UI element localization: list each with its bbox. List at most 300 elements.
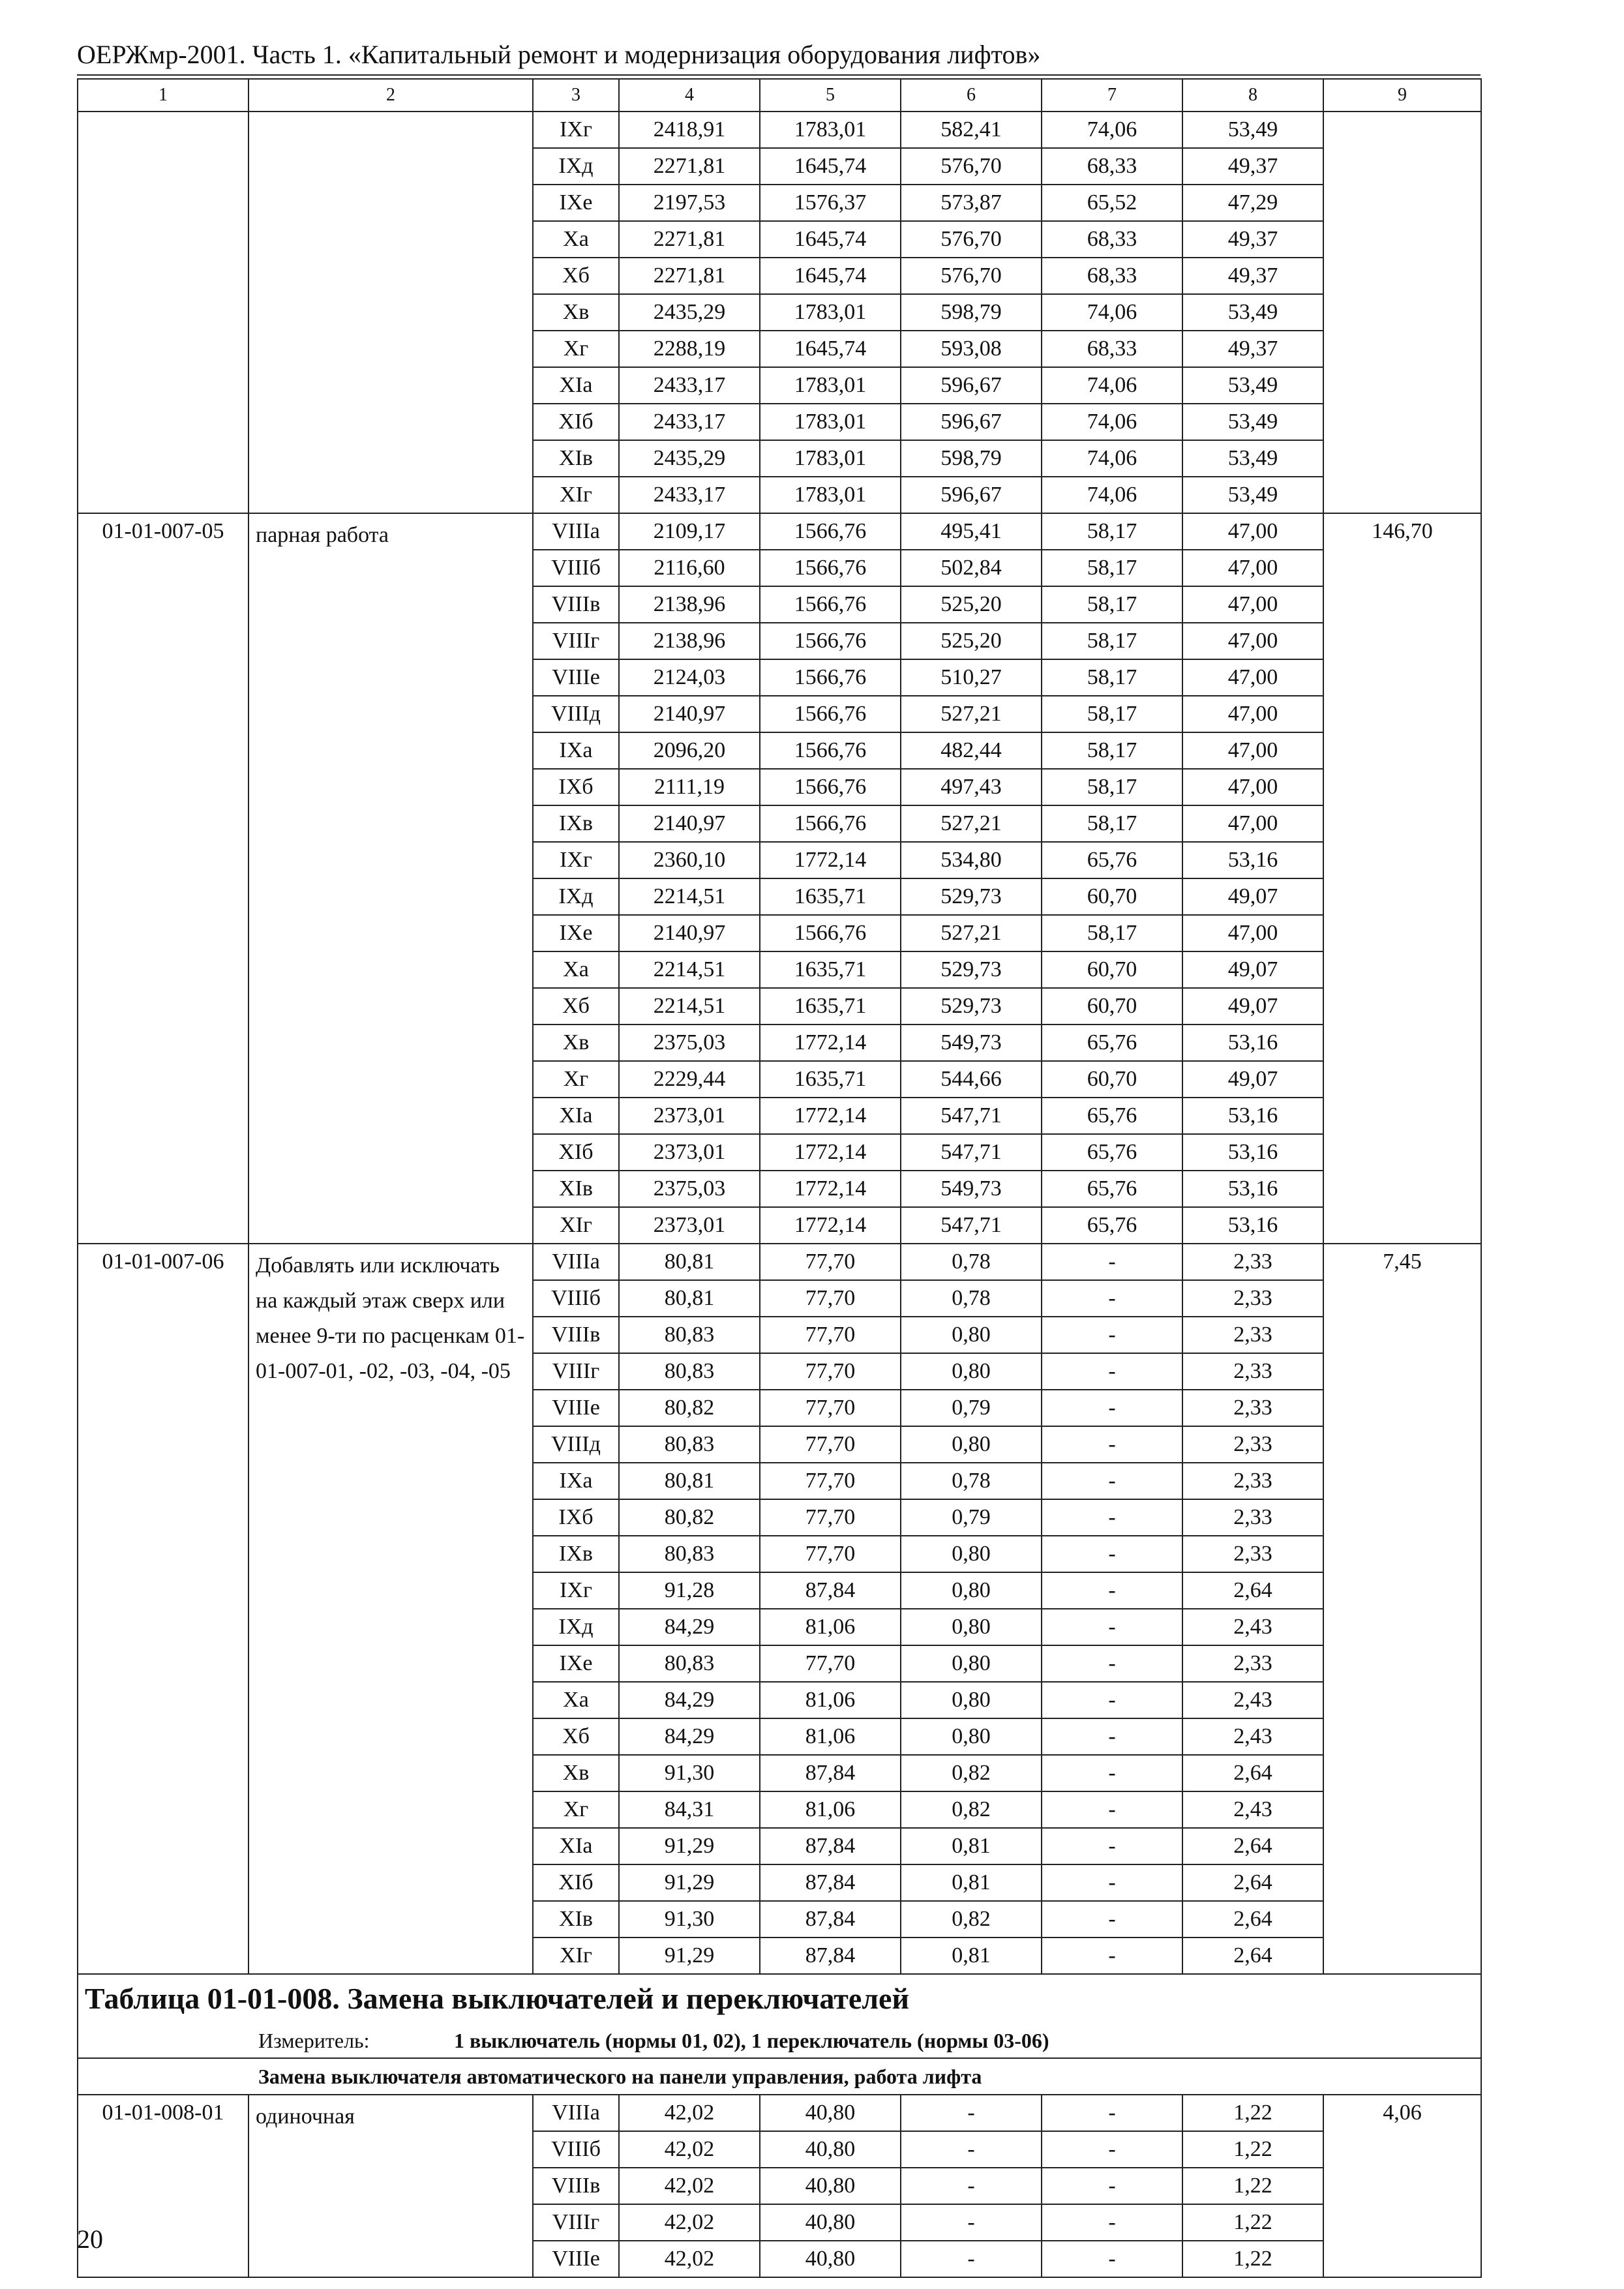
value-cell: 53,49	[1182, 440, 1323, 477]
value-cell: 53,49	[1182, 112, 1323, 148]
value-cell: 58,17	[1042, 769, 1182, 805]
value-cell: 495,41	[901, 513, 1042, 550]
zone-cell: Xб	[533, 988, 619, 1025]
section-title: Замена выключателя автоматического на панели управления, работа лифта	[78, 2058, 1481, 2095]
rates-table	[77, 78, 1482, 2278]
zone-cell: IXд	[533, 1609, 619, 1645]
value-cell: 0,80	[901, 1682, 1042, 1718]
value-cell: 2,64	[1182, 1901, 1323, 1937]
value-cell: -	[1042, 1755, 1182, 1791]
measure-cell	[78, 2023, 1481, 2058]
value-cell: 2,64	[1182, 1755, 1323, 1791]
value-cell: 525,20	[901, 586, 1042, 623]
value-cell: 2,43	[1182, 1791, 1323, 1828]
column-number: 1	[78, 79, 248, 112]
value-cell: 1783,01	[760, 294, 901, 331]
zone-cell: VIIIе	[533, 2241, 619, 2277]
value-cell: 2,33	[1182, 1426, 1323, 1463]
column-number: 6	[901, 79, 1042, 112]
measure-label: Измеритель:	[258, 2028, 370, 2052]
value-cell: 58,17	[1042, 623, 1182, 659]
value-cell: 0,80	[901, 1426, 1042, 1463]
zone-cell: Xв	[533, 1755, 619, 1791]
value-cell: 1566,76	[760, 696, 901, 732]
zone-cell: VIIIе	[533, 1390, 619, 1426]
value-cell: 53,16	[1182, 842, 1323, 878]
value-cell: -	[901, 2131, 1042, 2168]
value-cell: -	[1042, 1536, 1182, 1572]
value-cell: 1566,76	[760, 623, 901, 659]
value-cell: 65,76	[1042, 1207, 1182, 1244]
value-cell: -	[1042, 1317, 1182, 1353]
value-cell: 80,83	[619, 1353, 760, 1390]
zone-cell: IXв	[533, 1536, 619, 1572]
value-cell: 2214,51	[619, 951, 760, 988]
work-name: одиночная	[248, 2095, 533, 2277]
value-cell: 2197,53	[619, 185, 760, 221]
value-cell: 77,70	[760, 1353, 901, 1390]
value-cell: 65,52	[1042, 185, 1182, 221]
value-cell: 47,00	[1182, 586, 1323, 623]
value-cell: 1566,76	[760, 659, 901, 696]
value-cell: 0,78	[901, 1280, 1042, 1317]
value-cell: 80,81	[619, 1280, 760, 1317]
zone-cell: IXг	[533, 842, 619, 878]
value-cell: 80,83	[619, 1645, 760, 1682]
value-cell: 53,16	[1182, 1025, 1323, 1061]
value-cell: 91,28	[619, 1572, 760, 1609]
value-cell: 529,73	[901, 951, 1042, 988]
zone-cell: VIIIе	[533, 659, 619, 696]
rate-code	[78, 112, 248, 513]
value-cell: 49,07	[1182, 878, 1323, 915]
value-cell: 53,49	[1182, 477, 1323, 513]
value-cell: 77,70	[760, 1645, 901, 1682]
value-cell: 2360,10	[619, 842, 760, 878]
value-cell: 49,07	[1182, 988, 1323, 1025]
value-cell: 60,70	[1042, 878, 1182, 915]
value-cell: 1772,14	[760, 1098, 901, 1134]
column-number: 5	[760, 79, 901, 112]
zone-cell: Xв	[533, 1025, 619, 1061]
value-cell: 1576,37	[760, 185, 901, 221]
header-rule	[77, 74, 1481, 76]
value-cell: 80,83	[619, 1536, 760, 1572]
value-cell: 544,66	[901, 1061, 1042, 1098]
column-number: 8	[1182, 79, 1323, 112]
zone-cell: VIIIа	[533, 2095, 619, 2131]
value-cell: 0,78	[901, 1244, 1042, 1280]
value-cell: -	[1042, 2131, 1182, 2168]
value-cell: -	[901, 2095, 1042, 2131]
value-cell: 1566,76	[760, 915, 901, 951]
value-cell: 81,06	[760, 1609, 901, 1645]
value-cell: -	[901, 2204, 1042, 2241]
value-cell: 2111,19	[619, 769, 760, 805]
value-cell: 2,33	[1182, 1499, 1323, 1536]
value-cell: 77,70	[760, 1463, 901, 1499]
value-cell: 2138,96	[619, 623, 760, 659]
value-cell: 2109,17	[619, 513, 760, 550]
value-cell: 58,17	[1042, 659, 1182, 696]
value-cell: 87,84	[760, 1828, 901, 1864]
value-cell: 65,76	[1042, 1098, 1182, 1134]
value-cell: 2,33	[1182, 1353, 1323, 1390]
value-cell: 2,33	[1182, 1390, 1323, 1426]
work-name: парная работа	[248, 513, 533, 1244]
value-cell: 47,00	[1182, 550, 1323, 586]
value-cell: 2,33	[1182, 1645, 1323, 1682]
value-cell: -	[901, 2168, 1042, 2204]
value-cell: 482,44	[901, 732, 1042, 769]
value-cell: -	[1042, 1426, 1182, 1463]
work-name: Добавлять или исключать на каждый этаж сверх или менее 9-ти по расценкам 01-01-007-01, -02, -03, -04, -05	[248, 1244, 533, 1974]
zone-cell: Xв	[533, 294, 619, 331]
value-cell: 2,43	[1182, 1718, 1323, 1755]
value-cell: 527,21	[901, 805, 1042, 842]
section-row	[78, 2058, 1481, 2095]
value-cell: 0,80	[901, 1317, 1042, 1353]
value-cell: 502,84	[901, 550, 1042, 586]
value-cell: 534,80	[901, 842, 1042, 878]
value-cell: 42,02	[619, 2131, 760, 2168]
value-cell: 65,76	[1042, 842, 1182, 878]
column-number: 2	[248, 79, 533, 112]
value-cell: 2229,44	[619, 1061, 760, 1098]
value-cell: 53,49	[1182, 404, 1323, 440]
value-cell: 77,70	[760, 1499, 901, 1536]
value-cell: 1635,71	[760, 878, 901, 915]
value-cell: 2373,01	[619, 1098, 760, 1134]
value-cell: 1783,01	[760, 440, 901, 477]
value-cell: 84,29	[619, 1682, 760, 1718]
value-cell: 2271,81	[619, 258, 760, 294]
value-cell: 0,80	[901, 1572, 1042, 1609]
zone-cell: Xа	[533, 1682, 619, 1718]
value-cell: 58,17	[1042, 915, 1182, 951]
value-cell: 1635,71	[760, 1061, 901, 1098]
value-cell: 74,06	[1042, 294, 1182, 331]
value-cell: -	[1042, 2168, 1182, 2204]
value-cell: 40,80	[760, 2241, 901, 2277]
value-cell: 0,81	[901, 1937, 1042, 1974]
zone-cell: IXе	[533, 1645, 619, 1682]
zone-cell: VIIIв	[533, 586, 619, 623]
value-cell: 80,82	[619, 1390, 760, 1426]
zone-cell: IXб	[533, 1499, 619, 1536]
value-cell: 510,27	[901, 659, 1042, 696]
zone-cell: VIIIд	[533, 1426, 619, 1463]
table-row	[78, 112, 1481, 148]
value-cell: 1635,71	[760, 988, 901, 1025]
value-cell: 49,37	[1182, 258, 1323, 294]
value-cell: -	[1042, 1499, 1182, 1536]
value-cell: 81,06	[760, 1791, 901, 1828]
value-cell: 2124,03	[619, 659, 760, 696]
value-cell: 47,00	[1182, 659, 1323, 696]
value-cell: 2375,03	[619, 1171, 760, 1207]
value-cell: 58,17	[1042, 805, 1182, 842]
value-cell: 1,22	[1182, 2204, 1323, 2241]
value-cell: 2271,81	[619, 148, 760, 185]
zone-cell: IXа	[533, 1463, 619, 1499]
column-number: 9	[1323, 79, 1481, 112]
zone-cell: XIг	[533, 1207, 619, 1244]
value-cell: 68,33	[1042, 258, 1182, 294]
zone-cell: XIа	[533, 367, 619, 404]
value-cell: 74,06	[1042, 440, 1182, 477]
table-row	[78, 513, 1481, 550]
value-cell: 2373,01	[619, 1207, 760, 1244]
value-cell: 1,22	[1182, 2095, 1323, 2131]
value-cell: -	[1042, 1609, 1182, 1645]
value-cell: 529,73	[901, 878, 1042, 915]
zone-cell: XIв	[533, 1901, 619, 1937]
value-cell: 91,29	[619, 1828, 760, 1864]
value-cell: 1566,76	[760, 732, 901, 769]
value-cell: 47,00	[1182, 732, 1323, 769]
value-cell: 91,30	[619, 1901, 760, 1937]
value-cell: 47,00	[1182, 623, 1323, 659]
value-cell: 596,67	[901, 404, 1042, 440]
price-table	[77, 78, 1481, 2278]
value-cell: 596,67	[901, 477, 1042, 513]
zone-cell: IXд	[533, 148, 619, 185]
value-cell: 527,21	[901, 696, 1042, 732]
value-cell: 60,70	[1042, 951, 1182, 988]
zone-cell: VIIIв	[533, 1317, 619, 1353]
value-cell: 1,22	[1182, 2241, 1323, 2277]
value-cell: 49,07	[1182, 951, 1323, 988]
value-cell: 0,81	[901, 1828, 1042, 1864]
value-cell: 2,33	[1182, 1536, 1323, 1572]
value-cell: 87,84	[760, 1937, 901, 1974]
value-cell: 2373,01	[619, 1134, 760, 1171]
value-cell: 2214,51	[619, 988, 760, 1025]
value-cell: 2214,51	[619, 878, 760, 915]
value-cell: 74,06	[1042, 112, 1182, 148]
value-cell: 49,37	[1182, 148, 1323, 185]
zone-cell: VIIIг	[533, 1353, 619, 1390]
zone-cell: VIIIб	[533, 1280, 619, 1317]
value-cell: 58,17	[1042, 696, 1182, 732]
value-cell: 87,84	[760, 1864, 901, 1901]
value-cell: 47,00	[1182, 696, 1323, 732]
value-cell: 53,49	[1182, 367, 1323, 404]
value-cell: 77,70	[760, 1536, 901, 1572]
value-cell: 2,64	[1182, 1572, 1323, 1609]
table-row	[78, 1244, 1481, 1280]
rate-code: 01-01-007-05	[78, 513, 248, 1244]
value-cell: 549,73	[901, 1025, 1042, 1061]
value-cell: 0,79	[901, 1390, 1042, 1426]
value-cell: 2,64	[1182, 1864, 1323, 1901]
zone-cell: XIв	[533, 440, 619, 477]
value-cell: 598,79	[901, 294, 1042, 331]
value-cell: 0,80	[901, 1718, 1042, 1755]
value-cell: -	[1042, 1463, 1182, 1499]
value-cell: 1,22	[1182, 2131, 1323, 2168]
value-cell: 2140,97	[619, 805, 760, 842]
labor-norm: 7,45	[1323, 1244, 1481, 1974]
value-cell: 40,80	[760, 2204, 901, 2241]
value-cell: 65,76	[1042, 1171, 1182, 1207]
value-cell: 87,84	[760, 1572, 901, 1609]
value-cell: 80,81	[619, 1244, 760, 1280]
value-cell: -	[1042, 1390, 1182, 1426]
value-cell: 1783,01	[760, 477, 901, 513]
zone-cell: Xг	[533, 1061, 619, 1098]
zone-cell: VIIIа	[533, 513, 619, 550]
value-cell: 598,79	[901, 440, 1042, 477]
value-cell: 0,82	[901, 1901, 1042, 1937]
value-cell: 1772,14	[760, 1025, 901, 1061]
value-cell: 47,00	[1182, 915, 1323, 951]
value-cell: 0,79	[901, 1499, 1042, 1536]
value-cell: -	[1042, 1828, 1182, 1864]
measure-row	[78, 2023, 1481, 2058]
rate-code: 01-01-007-06	[78, 1244, 248, 1974]
value-cell: 47,29	[1182, 185, 1323, 221]
value-cell: 2433,17	[619, 477, 760, 513]
zone-cell: VIIIг	[533, 2204, 619, 2241]
value-cell: 497,43	[901, 769, 1042, 805]
value-cell: 53,16	[1182, 1134, 1323, 1171]
value-cell: -	[1042, 1682, 1182, 1718]
value-cell: 582,41	[901, 112, 1042, 148]
zone-cell: IXг	[533, 112, 619, 148]
work-name	[248, 112, 533, 513]
zone-cell: IXв	[533, 805, 619, 842]
value-cell: -	[1042, 1718, 1182, 1755]
value-cell: 1783,01	[760, 112, 901, 148]
value-cell: 2,33	[1182, 1317, 1323, 1353]
value-cell: 74,06	[1042, 477, 1182, 513]
value-cell: 80,83	[619, 1317, 760, 1353]
value-cell: 1783,01	[760, 404, 901, 440]
value-cell: 1566,76	[760, 805, 901, 842]
value-cell: 1645,74	[760, 258, 901, 294]
value-cell: 60,70	[1042, 1061, 1182, 1098]
value-cell: 84,31	[619, 1791, 760, 1828]
value-cell: -	[1042, 1645, 1182, 1682]
value-cell: 47,00	[1182, 513, 1323, 550]
value-cell: -	[1042, 1353, 1182, 1390]
value-cell: -	[901, 2241, 1042, 2277]
zone-cell: IXб	[533, 769, 619, 805]
value-cell: 2271,81	[619, 221, 760, 258]
value-cell: 2375,03	[619, 1025, 760, 1061]
table-row	[78, 2095, 1481, 2131]
value-cell: 81,06	[760, 1682, 901, 1718]
value-cell: -	[1042, 2095, 1182, 2131]
value-cell: 547,71	[901, 1207, 1042, 1244]
value-cell: 42,02	[619, 2204, 760, 2241]
value-cell: 91,30	[619, 1755, 760, 1791]
value-cell: 2433,17	[619, 404, 760, 440]
value-cell: 1772,14	[760, 842, 901, 878]
value-cell: -	[1042, 2204, 1182, 2241]
value-cell: 0,80	[901, 1353, 1042, 1390]
value-cell: 1772,14	[760, 1171, 901, 1207]
value-cell: 40,80	[760, 2131, 901, 2168]
zone-cell: VIIIб	[533, 2131, 619, 2168]
value-cell: 2435,29	[619, 440, 760, 477]
value-cell: 2140,97	[619, 915, 760, 951]
column-number: 3	[533, 79, 619, 112]
zone-cell: XIб	[533, 404, 619, 440]
value-cell: 53,16	[1182, 1098, 1323, 1134]
zone-cell: Xг	[533, 1791, 619, 1828]
value-cell: 40,80	[760, 2095, 901, 2131]
value-cell: -	[1042, 2241, 1182, 2277]
column-number: 7	[1042, 79, 1182, 112]
value-cell: 1,22	[1182, 2168, 1323, 2204]
zone-cell: Xа	[533, 221, 619, 258]
value-cell: 80,82	[619, 1499, 760, 1536]
value-cell: 65,76	[1042, 1134, 1182, 1171]
value-cell: 1566,76	[760, 550, 901, 586]
value-cell: 2140,97	[619, 696, 760, 732]
value-cell: 2418,91	[619, 112, 760, 148]
zone-cell: VIIIг	[533, 623, 619, 659]
value-cell: 58,17	[1042, 513, 1182, 550]
zone-cell: XIг	[533, 477, 619, 513]
value-cell: 2096,20	[619, 732, 760, 769]
value-cell: 0,82	[901, 1791, 1042, 1828]
value-cell: 58,17	[1042, 550, 1182, 586]
value-cell: 0,80	[901, 1609, 1042, 1645]
value-cell: -	[1042, 1280, 1182, 1317]
value-cell: 87,84	[760, 1901, 901, 1937]
value-cell: -	[1042, 1864, 1182, 1901]
value-cell: 77,70	[760, 1244, 901, 1280]
value-cell: 49,07	[1182, 1061, 1323, 1098]
table-title-row	[78, 1974, 1481, 2023]
value-cell: -	[1042, 1791, 1182, 1828]
zone-cell: VIIIб	[533, 550, 619, 586]
value-cell: 47,00	[1182, 805, 1323, 842]
value-cell: 2,33	[1182, 1280, 1323, 1317]
zone-cell: IXд	[533, 878, 619, 915]
value-cell: 2,33	[1182, 1463, 1323, 1499]
value-cell: 1635,71	[760, 951, 901, 988]
value-cell: 49,37	[1182, 221, 1323, 258]
value-cell: 0,82	[901, 1755, 1042, 1791]
value-cell: 529,73	[901, 988, 1042, 1025]
value-cell: 596,67	[901, 367, 1042, 404]
value-cell: 525,20	[901, 623, 1042, 659]
value-cell: 2138,96	[619, 586, 760, 623]
value-cell: 84,29	[619, 1609, 760, 1645]
zone-cell: XIг	[533, 1937, 619, 1974]
value-cell: 68,33	[1042, 331, 1182, 367]
column-number-row	[78, 79, 1481, 112]
value-cell: 77,70	[760, 1280, 901, 1317]
value-cell: 1566,76	[760, 513, 901, 550]
value-cell: 80,81	[619, 1463, 760, 1499]
zone-cell: IXа	[533, 732, 619, 769]
value-cell: 1645,74	[760, 148, 901, 185]
zone-cell: VIIIв	[533, 2168, 619, 2204]
value-cell: 0,80	[901, 1536, 1042, 1572]
table-title: Таблица 01-01-008. Замена выключателей и переключателей	[78, 1974, 1481, 2023]
zone-cell: VIIIд	[533, 696, 619, 732]
value-cell: 2433,17	[619, 367, 760, 404]
zone-cell: XIб	[533, 1864, 619, 1901]
value-cell: -	[1042, 1244, 1182, 1280]
zone-cell: Xа	[533, 951, 619, 988]
